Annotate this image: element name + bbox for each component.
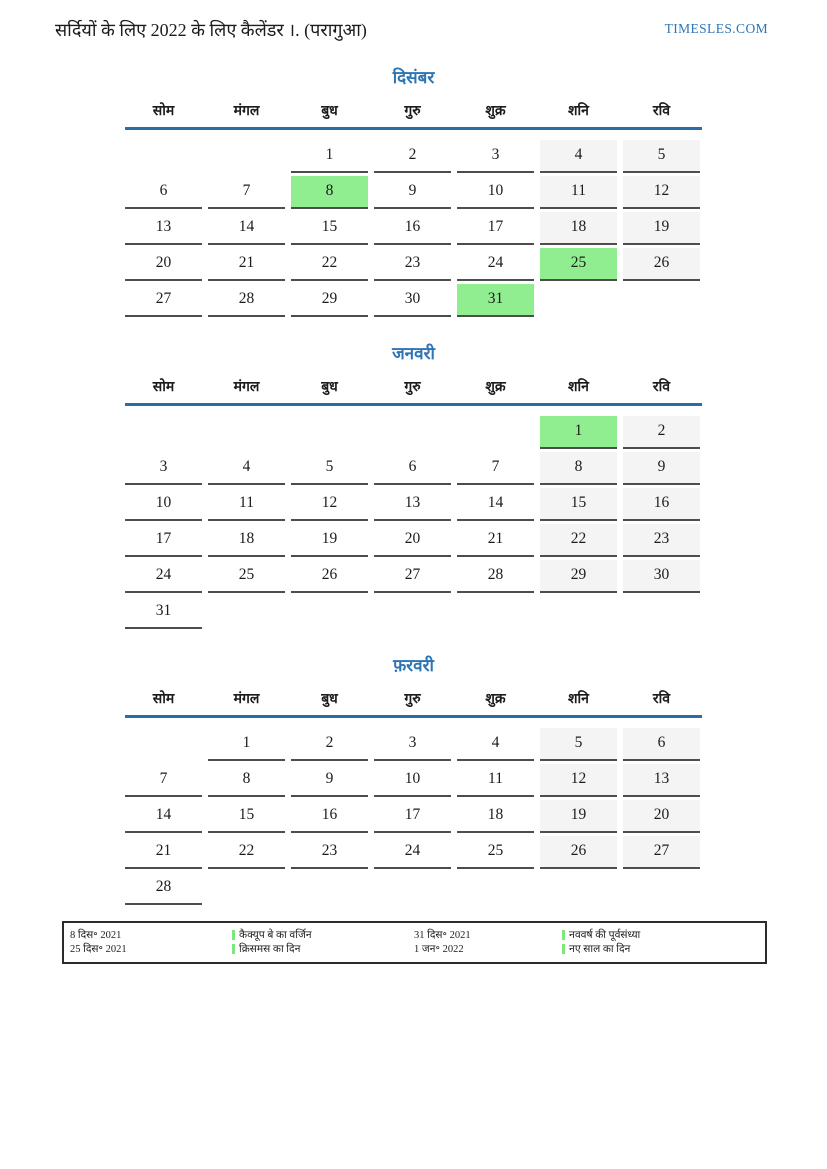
day-cell: 12: [291, 488, 368, 521]
day-cell: 6: [125, 176, 202, 209]
weekday-label: बुध: [321, 380, 338, 396]
day-cell: 21: [125, 836, 202, 869]
day-cell: 16: [291, 800, 368, 833]
week-row: [125, 764, 702, 797]
day-cell: 20: [374, 524, 451, 557]
weekday-label: शुक्र: [485, 692, 506, 708]
day-cell: 19: [540, 800, 617, 833]
day-cell: 8: [291, 176, 368, 209]
day-cell: 3: [125, 452, 202, 485]
day-cell: 22: [208, 836, 285, 869]
day-cell: 28: [457, 560, 534, 593]
day-cell: 11: [208, 488, 285, 521]
legend-label-text: क्रिसमस का दिन: [239, 944, 301, 956]
legend-item: [562, 928, 765, 942]
day-cell: 7: [457, 452, 534, 485]
empty-cell: [125, 728, 202, 761]
day-cell: 31: [125, 596, 202, 629]
day-cell: 18: [457, 800, 534, 833]
empty-cell: [540, 596, 617, 629]
day-cell: 9: [291, 764, 368, 797]
weekday-label: रवि: [652, 104, 671, 120]
day-cell: 17: [125, 524, 202, 557]
day-cell: 22: [540, 524, 617, 557]
day-cell: 16: [374, 212, 451, 245]
day-cell: 10: [374, 764, 451, 797]
day-cell: 23: [623, 524, 700, 557]
day-cell: 16: [623, 488, 700, 521]
day-cell: 24: [457, 248, 534, 281]
weekday-label: शनि: [568, 692, 589, 708]
month-section-1: [125, 341, 702, 629]
empty-cell: [374, 596, 451, 629]
day-cell: 15: [291, 212, 368, 245]
legend-item: [232, 942, 414, 956]
day-cell: 10: [457, 176, 534, 209]
weekday-label: शनि: [568, 104, 589, 120]
weekday-label: शनि: [568, 380, 589, 396]
legend-box: [62, 921, 767, 964]
month-title: जनवरी: [392, 344, 435, 364]
weekday-label: मंगल: [233, 104, 260, 120]
day-cell: 10: [125, 488, 202, 521]
day-cell: 7: [208, 176, 285, 209]
weekday-label: शुक्र: [485, 380, 506, 396]
empty-cell: [125, 416, 202, 449]
day-cell: 13: [125, 212, 202, 245]
day-cell: 26: [540, 836, 617, 869]
day-cell: 11: [540, 176, 617, 209]
empty-cell: [291, 872, 368, 905]
day-cell: 5: [540, 728, 617, 761]
day-cell: 28: [208, 284, 285, 317]
weekday-label: सोम: [152, 104, 175, 120]
empty-cell: [374, 416, 451, 449]
day-cell: 25: [208, 560, 285, 593]
holiday-color-bar: [562, 930, 565, 940]
weekday-label: गुरु: [404, 380, 421, 396]
day-cell: 3: [374, 728, 451, 761]
day-cell: 9: [374, 176, 451, 209]
day-cell: 29: [291, 284, 368, 317]
legend-date: 31 दिस॰ 2021: [414, 930, 471, 942]
day-cell: 7: [125, 764, 202, 797]
month-section-0: [125, 65, 702, 317]
day-cell: 22: [291, 248, 368, 281]
day-cell: 18: [540, 212, 617, 245]
day-cell: 15: [208, 800, 285, 833]
day-cell: 5: [291, 452, 368, 485]
day-cell: 1: [208, 728, 285, 761]
day-cell: 13: [374, 488, 451, 521]
week-row: [125, 248, 702, 281]
holiday-color-bar: [562, 944, 565, 954]
day-cell: 30: [623, 560, 700, 593]
empty-cell: [623, 872, 700, 905]
empty-cell: [291, 416, 368, 449]
weekday-label: गुरु: [404, 692, 421, 708]
week-row: [125, 284, 702, 317]
day-cell: 12: [623, 176, 700, 209]
week-row: [125, 452, 702, 485]
empty-cell: [540, 872, 617, 905]
day-cell: 2: [374, 140, 451, 173]
week-row: [125, 212, 702, 245]
weekday-label: रवि: [652, 692, 671, 708]
day-cell: 2: [623, 416, 700, 449]
weekday-header: [125, 377, 702, 406]
months-container: [125, 65, 702, 905]
empty-cell: [457, 596, 534, 629]
day-cell: 21: [208, 248, 285, 281]
day-cell: 20: [125, 248, 202, 281]
holiday-color-bar: [232, 944, 235, 954]
empty-cell: [540, 284, 617, 317]
month-title: दिसंबर: [392, 68, 435, 88]
brand-link[interactable]: TIMESLES.COM: [664, 21, 768, 36]
page-title: सर्दियों के लिए 2022 के लिए कैलेंडर ।. (परागुआ): [55, 20, 367, 40]
empty-cell: [623, 596, 700, 629]
day-cell: 25: [540, 248, 617, 281]
weekday-label: मंगल: [233, 380, 260, 396]
day-cell: 8: [208, 764, 285, 797]
weekday-label: गुरु: [404, 104, 421, 120]
day-cell: 14: [125, 800, 202, 833]
week-row: [125, 140, 702, 173]
day-cell: 17: [457, 212, 534, 245]
day-cell: 27: [125, 284, 202, 317]
day-cell: 1: [540, 416, 617, 449]
day-cell: 4: [540, 140, 617, 173]
empty-cell: [125, 140, 202, 173]
week-row: [125, 728, 702, 761]
day-cell: 19: [291, 524, 368, 557]
day-cell: 28: [125, 872, 202, 905]
empty-cell: [291, 596, 368, 629]
week-row: [125, 872, 702, 905]
empty-cell: [208, 596, 285, 629]
day-cell: 27: [374, 560, 451, 593]
day-cell: 26: [623, 248, 700, 281]
legend-date: 25 दिस॰ 2021: [70, 944, 127, 956]
weekday-label: सोम: [152, 380, 175, 396]
legend-item: [562, 942, 765, 956]
week-row: [125, 596, 702, 629]
day-cell: 17: [374, 800, 451, 833]
weekday-header: [125, 101, 702, 130]
day-cell: 24: [125, 560, 202, 593]
legend-label-text: कैक्यूप बे का वर्जिन: [239, 930, 312, 942]
day-cell: 11: [457, 764, 534, 797]
day-cell: 14: [208, 212, 285, 245]
weekday-label: शुक्र: [485, 104, 506, 120]
day-cell: 23: [291, 836, 368, 869]
day-cell: 21: [457, 524, 534, 557]
empty-cell: [623, 284, 700, 317]
holiday-color-bar: [232, 930, 235, 940]
empty-cell: [208, 140, 285, 173]
day-cell: 13: [623, 764, 700, 797]
empty-cell: [374, 872, 451, 905]
day-cell: 18: [208, 524, 285, 557]
day-cell: 3: [457, 140, 534, 173]
legend-date: 8 दिस॰ 2021: [70, 930, 122, 942]
day-cell: 4: [208, 452, 285, 485]
legend-date: 1 जन॰ 2022: [414, 944, 464, 956]
day-cell: 12: [540, 764, 617, 797]
empty-cell: [457, 416, 534, 449]
weekday-label: सोम: [152, 692, 175, 708]
day-cell: 6: [374, 452, 451, 485]
empty-cell: [208, 416, 285, 449]
legend-item: [232, 928, 414, 942]
day-cell: 31: [457, 284, 534, 317]
empty-cell: [457, 872, 534, 905]
day-cell: 27: [623, 836, 700, 869]
week-row: [125, 836, 702, 869]
day-cell: 1: [291, 140, 368, 173]
day-cell: 2: [291, 728, 368, 761]
week-row: [125, 488, 702, 521]
day-cell: 23: [374, 248, 451, 281]
week-row: [125, 524, 702, 557]
weekday-label: रवि: [652, 380, 671, 396]
week-row: [125, 416, 702, 449]
month-section-2: [125, 653, 702, 905]
weekday-label: बुध: [321, 104, 338, 120]
week-row: [125, 560, 702, 593]
day-cell: 30: [374, 284, 451, 317]
day-cell: 8: [540, 452, 617, 485]
day-cell: 9: [623, 452, 700, 485]
week-row: [125, 176, 702, 209]
day-cell: 25: [457, 836, 534, 869]
weekday-label: मंगल: [233, 692, 260, 708]
day-cell: 14: [457, 488, 534, 521]
weekday-label: बुध: [321, 692, 338, 708]
empty-cell: [208, 872, 285, 905]
day-cell: 6: [623, 728, 700, 761]
legend-label-text: नए साल का दिन: [569, 944, 631, 956]
legend-label-text: नववर्ष की पूर्वसंध्या: [569, 930, 641, 942]
day-cell: 26: [291, 560, 368, 593]
week-row: [125, 800, 702, 833]
day-cell: 19: [623, 212, 700, 245]
day-cell: 24: [374, 836, 451, 869]
day-cell: 5: [623, 140, 700, 173]
day-cell: 4: [457, 728, 534, 761]
top-bar: [0, 0, 827, 43]
day-cell: 15: [540, 488, 617, 521]
month-title: फ़रवरी: [393, 656, 434, 676]
weekday-header: [125, 689, 702, 718]
day-cell: 20: [623, 800, 700, 833]
day-cell: 29: [540, 560, 617, 593]
